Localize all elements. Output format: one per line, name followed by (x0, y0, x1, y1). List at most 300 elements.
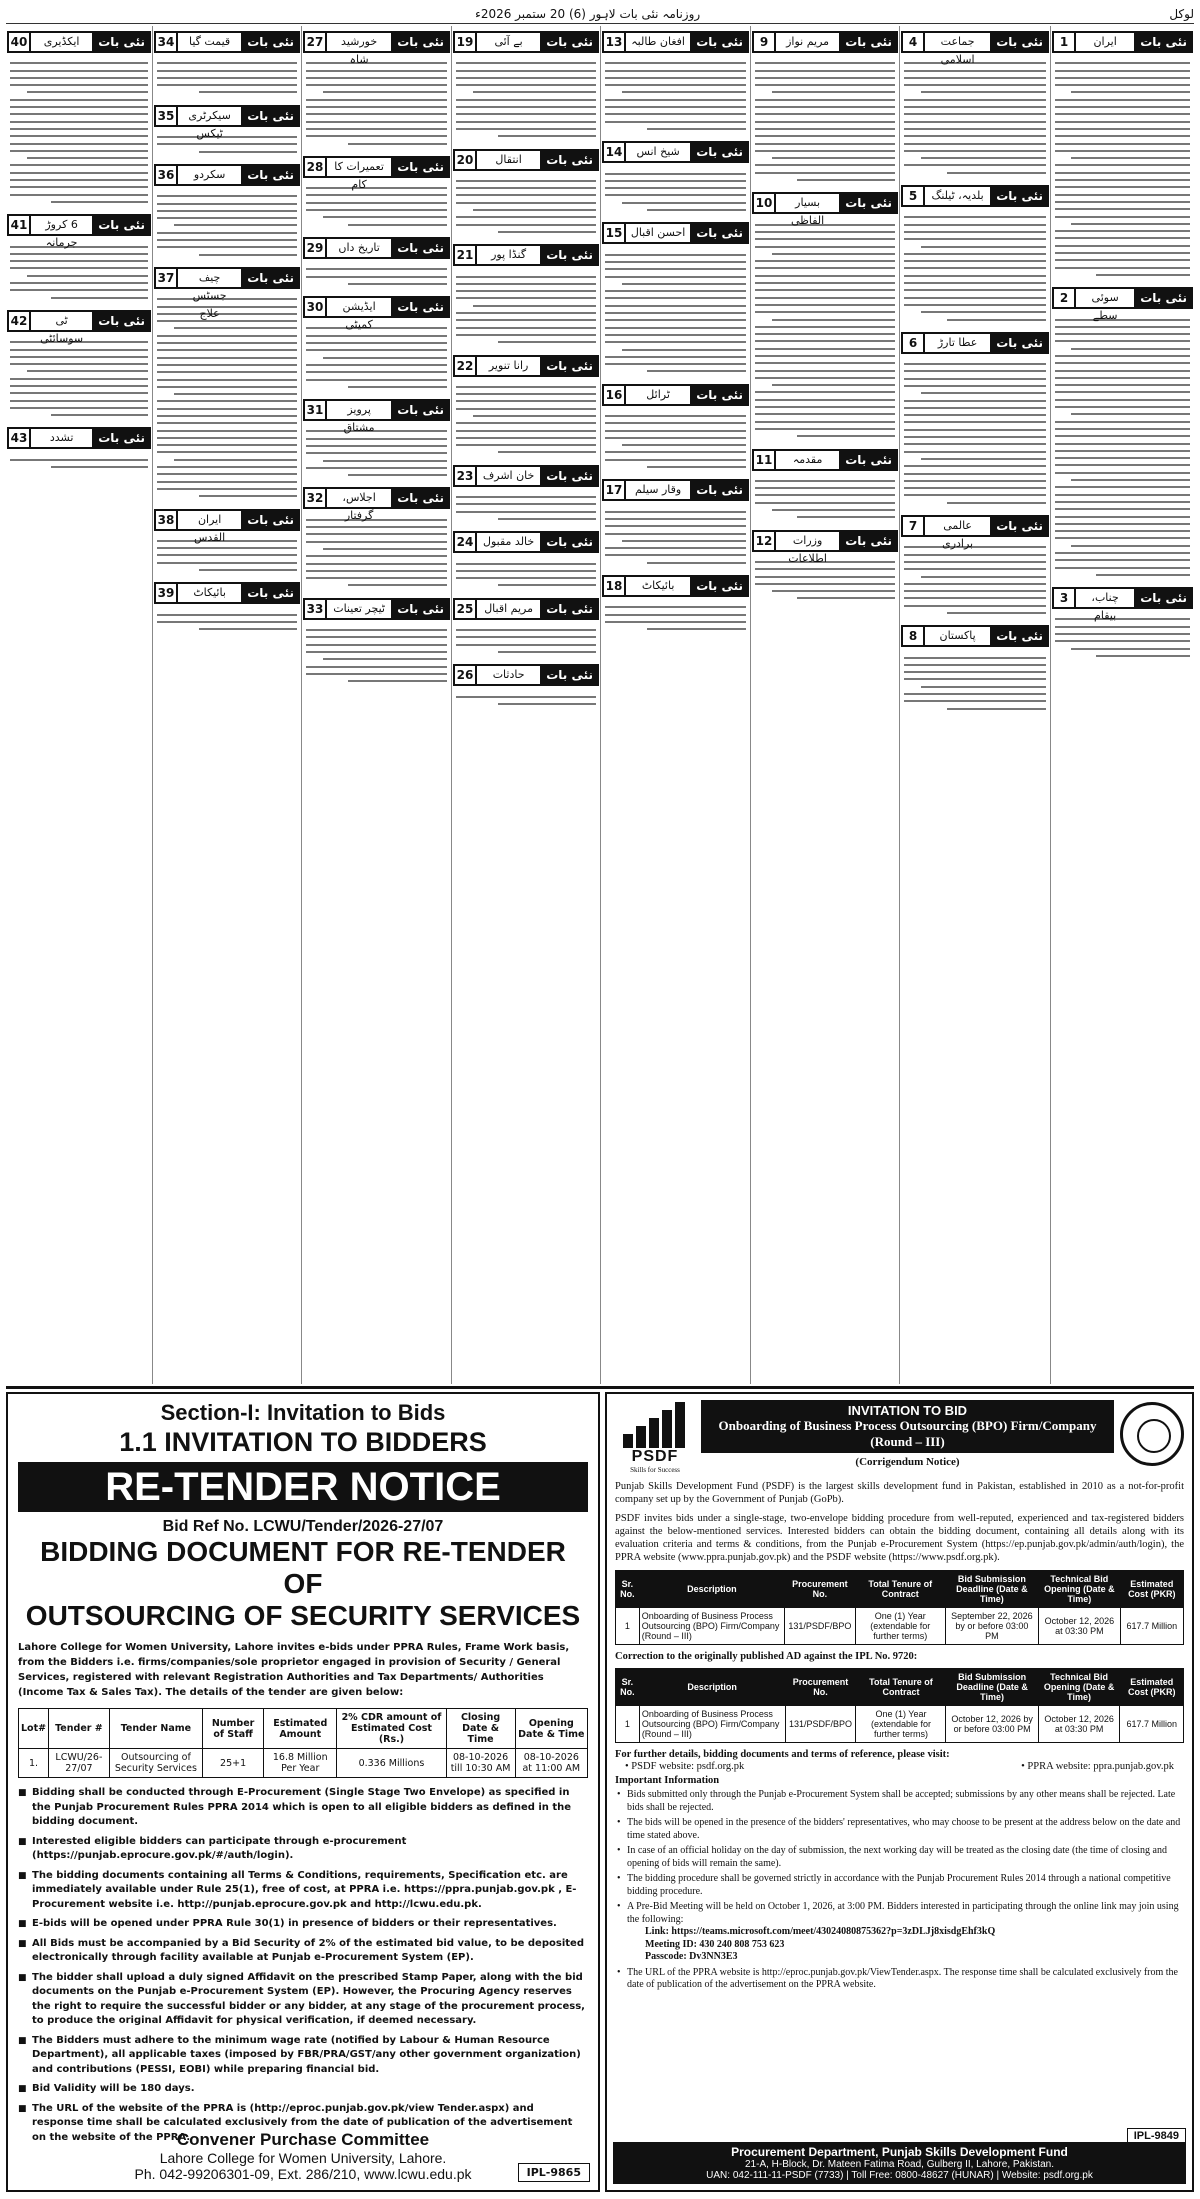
article-number: 23 (453, 465, 477, 487)
news-article (751, 525, 899, 606)
text-line (306, 194, 447, 196)
text-line (1055, 443, 1190, 445)
news-article (601, 217, 750, 378)
psdf-address: 21-A, H-Block, Dr. Mateen Fatima Road, Gulberg II, Lahore, Pakistan. (744, 2159, 1055, 2170)
text-line (456, 386, 596, 388)
lcwu-tender-ad (6, 1392, 600, 2192)
text-line (755, 164, 895, 166)
text-line (306, 342, 447, 344)
text-line (755, 487, 895, 489)
text-line (605, 99, 746, 101)
text-line (473, 209, 596, 211)
text-line (755, 391, 895, 393)
text-line (27, 91, 148, 93)
text-line (498, 135, 596, 137)
text-line (10, 289, 148, 291)
text-line (904, 304, 1046, 306)
masthead (6, 4, 1194, 24)
article-title: مریم اقبال (477, 598, 540, 620)
article-header (752, 192, 898, 228)
article-number: 25 (453, 598, 477, 620)
table-header-cell: Tender Name (109, 1709, 202, 1749)
masthead-date: روزنامہ نئی بات لاہور (6) 20 ستمبر 2026ء (475, 6, 701, 21)
brand-tag: نئی بات (990, 185, 1049, 207)
news-article (153, 504, 301, 578)
text-line (797, 597, 895, 599)
news-article (751, 26, 899, 187)
article-title: احسن اقبال (626, 222, 690, 244)
text-line (797, 435, 895, 437)
text-line (10, 179, 148, 181)
text-line (1055, 516, 1190, 518)
text-line (157, 320, 297, 322)
text-line (10, 128, 148, 130)
text-line (157, 239, 297, 241)
article-title: جماعت اسلامی (925, 31, 990, 53)
text-line (348, 680, 447, 682)
text-line (755, 355, 895, 357)
news-column (750, 26, 899, 1384)
article-header (303, 237, 450, 259)
text-line (1071, 348, 1190, 350)
brand-tag: نئی بات (690, 31, 749, 53)
text-line (755, 428, 895, 430)
text-line (755, 311, 895, 313)
table-cell: One (1) Year (extendable for further terms) (856, 1706, 946, 1743)
text-line (904, 597, 1046, 599)
details-label: For further details, bidding documents and terms of reference, please visit: (615, 1749, 950, 1760)
meeting-id: Meeting ID: 430 240 808 753 623 (645, 1938, 785, 1950)
text-line (456, 400, 596, 402)
condition-item: ■ All Bids must be accompanied by a Bid Security of 2% of the estimated bid value, to be deposited electronically through facility available at Punjab e-Procurement System (EP). (18, 1937, 588, 1966)
table-cell: 1 (616, 1706, 640, 1743)
news-article (6, 26, 152, 209)
text-line (27, 275, 148, 277)
text-line (772, 319, 895, 321)
article-title: ایران القدس (178, 509, 241, 531)
article-number: 28 (303, 156, 327, 178)
text-line (1055, 319, 1190, 321)
text-line (605, 547, 746, 549)
psdf-logo (615, 1400, 695, 1474)
text-line (1055, 399, 1190, 401)
text-line (157, 77, 297, 79)
text-line (323, 216, 447, 218)
text-line (306, 438, 447, 440)
text-line (348, 584, 447, 586)
text-line (904, 678, 1046, 680)
text-line (10, 349, 148, 351)
text-line (456, 84, 596, 86)
article-number: 24 (453, 531, 477, 553)
brand-tag: نئی بات (990, 515, 1049, 537)
article-title: گنڈا پور (477, 244, 540, 266)
article-text (6, 56, 152, 209)
condition-item: ■ The bidder shall upload a duly signed Affidavit on the prescribed Stamp Paper, along with the bid documents on the Punjab e-Procurement System (EP). However, the Procuring Agency reserves the right to require the successful bidder or any bidder, at any stage of the procurement process, to produce the original Affidavit for physical verification, if deemed necessary. (18, 1971, 588, 2029)
text-line (1071, 545, 1190, 547)
table-header-cell: Technical Bid Opening (Date & Time) (1038, 1669, 1120, 1706)
article-number: 43 (7, 427, 31, 449)
text-line (157, 371, 297, 373)
text-line (456, 187, 596, 189)
condition-item: ■ The bidding documents containing all Terms & Conditions, requirements, Specification etc. are immediately available under Rule 25(1), free of cost, at PPRA i.e. https://ppra.punjab.gov.pk , E-Procurement website i.e. http://punjab.eprocure.gov.pk and http://lcwu.edu.pk. (18, 1869, 588, 1913)
text-line (498, 518, 596, 520)
article-text (452, 556, 600, 592)
article-header (752, 530, 898, 565)
article-text (153, 607, 301, 636)
news-article (900, 620, 1050, 716)
text-line (456, 577, 596, 579)
text-line (904, 554, 1046, 556)
news-article (302, 593, 451, 689)
ad-heading-line-2: OUTSOURCING OF SECURITY SERVICES (25, 1600, 581, 1631)
text-line (605, 430, 746, 432)
article-text (302, 56, 451, 151)
text-line (772, 509, 895, 511)
text-line (1055, 406, 1190, 408)
brand-tag: نئی بات (1134, 287, 1193, 309)
text-line (647, 128, 746, 130)
article-header (303, 598, 450, 620)
article-header (303, 31, 450, 66)
text-line (157, 614, 297, 616)
text-line (904, 400, 1046, 402)
text-line (605, 84, 746, 86)
text-line (1055, 333, 1190, 335)
text-line (10, 459, 148, 461)
text-line (755, 62, 895, 64)
psdf-contact: UAN: 042-111-11-PSDF (7733) | Toll Free: 0800-48627 (HUNAR) | Website: psdf.org.pk (706, 2170, 1093, 2181)
text-line (1055, 501, 1190, 503)
text-line (157, 547, 297, 549)
text-line (605, 62, 746, 64)
text-line (921, 458, 1046, 460)
text-line (755, 362, 895, 364)
text-line (323, 658, 447, 660)
text-line (647, 370, 746, 372)
text-line (323, 357, 447, 359)
text-line (921, 91, 1046, 93)
article-text (452, 689, 600, 711)
condition-item: ■ The Bidders must adhere to the minimum wage rate (notified by Labour & Human Resource Department), all applicable taxes (imposed by FBR/PRA/GST/any other government organization) and contributions (PESSI, EOBI) while preparing financial bid. (18, 2034, 588, 2078)
text-line (1096, 274, 1191, 276)
text-line (605, 305, 746, 307)
text-line (904, 238, 1046, 240)
text-line (306, 335, 447, 337)
text-line (797, 179, 895, 181)
article-text (601, 56, 750, 136)
article-text (153, 292, 301, 504)
text-line (306, 371, 447, 373)
text-line (348, 143, 447, 145)
text-line (755, 224, 895, 226)
news-article (452, 239, 600, 349)
text-line (174, 224, 297, 226)
meeting-link[interactable]: Link: https://teams.microsoft.com/meet/43024080875362?p=3zDLJj8xisdgEhf3kQ (645, 1926, 996, 1937)
text-line (306, 128, 447, 130)
table-header-cell: 2% CDR amount of Estimated Cost (Rs.) (337, 1709, 446, 1749)
text-line (904, 216, 1046, 218)
article-title: بائیکاٹ (626, 575, 690, 597)
text-line (456, 99, 596, 101)
text-line (772, 590, 895, 592)
text-line (755, 502, 895, 504)
text-line (605, 334, 746, 336)
text-line (306, 636, 447, 638)
news-article (900, 180, 1050, 327)
ad-heading-line-1: BIDDING DOCUMENT FOR RE-TENDER OF (40, 1536, 566, 1599)
table-header-cell: Number of Staff (203, 1709, 264, 1749)
brand-tag: نئی بات (391, 156, 450, 178)
text-line (1055, 537, 1190, 539)
text-line (605, 290, 746, 292)
text-line (306, 430, 447, 432)
text-line (10, 113, 148, 115)
article-text (452, 380, 600, 460)
condition-item: ■ Interested eligible bidders can participate through e-procurement (https://punjab.eprocure.gov.pk/#/auth/login). (18, 1835, 588, 1864)
text-line (904, 407, 1046, 409)
text-line (323, 91, 447, 93)
text-line (921, 157, 1046, 159)
text-line (605, 106, 746, 108)
text-line (456, 276, 596, 278)
article-title: مریم نواز (776, 31, 839, 53)
text-line (157, 246, 297, 248)
psdf-footer (613, 2142, 1186, 2184)
psdf-website-link[interactable]: • PSDF website: psdf.org.pk (625, 1761, 745, 1772)
article-number: 1 (1052, 31, 1076, 53)
article-text (751, 217, 899, 443)
article-title: ایڈیشن کمیٹی (327, 296, 391, 318)
article-header (7, 427, 151, 449)
text-line (1055, 457, 1190, 459)
text-line (456, 408, 596, 410)
text-line (157, 621, 297, 623)
table-header-cell: Procurement No. (785, 1669, 856, 1706)
text-line (157, 444, 297, 446)
text-line (51, 297, 148, 299)
text-line (174, 459, 297, 461)
article-header (901, 185, 1049, 207)
text-line (1055, 113, 1190, 115)
news-column (1050, 26, 1194, 1384)
brand-tag: نئی بات (391, 598, 450, 620)
text-line (1071, 413, 1190, 415)
news-section (6, 26, 1194, 1384)
table-header-cell: Bid Submission Deadline (Date & Time) (945, 1571, 1038, 1608)
text-line (904, 451, 1046, 453)
brand-tag: نئی بات (839, 530, 898, 552)
text-line (1055, 523, 1190, 525)
article-title: سکردو (178, 164, 241, 186)
article-header (602, 141, 749, 163)
text-line (306, 62, 447, 64)
article-number: 3 (1052, 587, 1076, 609)
text-line (456, 70, 596, 72)
text-line (904, 143, 1046, 145)
text-line (1055, 128, 1190, 130)
brand-tag: نئی بات (391, 399, 450, 421)
text-line (306, 106, 447, 108)
text-line (755, 413, 895, 415)
brand-tag: نئی بات (540, 355, 599, 377)
text-line (157, 379, 297, 381)
text-line (157, 422, 297, 424)
text-line (904, 465, 1046, 467)
table-cell: Outsourcing of Security Services (109, 1749, 202, 1778)
text-line (755, 326, 895, 328)
article-text (6, 335, 152, 423)
text-line (1096, 574, 1191, 576)
text-line (10, 172, 148, 174)
text-line (456, 393, 596, 395)
ad-section-title: Section-I: Invitation to Bids (160, 1400, 446, 1425)
text-line (1055, 391, 1190, 393)
text-line (904, 253, 1046, 255)
ppra-website-link[interactable]: • PPRA website: ppra.punjab.gov.pk (1021, 1761, 1174, 1772)
text-line (306, 70, 447, 72)
meeting-details (615, 1926, 1184, 1964)
text-line (456, 422, 596, 424)
article-number: 8 (901, 625, 925, 647)
text-line (10, 77, 148, 79)
text-line (755, 297, 895, 299)
article-header (303, 399, 450, 435)
text-line (755, 150, 895, 152)
news-article (601, 26, 750, 136)
text-line (157, 430, 297, 432)
text-line (772, 253, 895, 255)
table-header-cell: Technical Bid Opening (Date & Time) (1039, 1571, 1121, 1608)
text-line (456, 334, 596, 336)
text-line (755, 128, 895, 130)
text-line (306, 84, 447, 86)
article-header (901, 31, 1049, 66)
text-line (456, 430, 596, 432)
text-line (904, 473, 1046, 475)
table-header-cell: Procurement No. (784, 1571, 855, 1608)
article-number: 12 (752, 530, 776, 552)
news-article (900, 26, 1050, 180)
table-header-cell: Tender # (49, 1709, 110, 1749)
retender-banner: RE-TENDER NOTICE (18, 1462, 588, 1512)
bid-table-corrected (615, 1668, 1184, 1743)
text-line (904, 224, 1046, 226)
news-article (601, 570, 750, 636)
text-line (605, 268, 746, 270)
correction-label: Correction to the originally published AD against the IPL No. 9720: (615, 1651, 918, 1662)
article-text (900, 56, 1050, 180)
brand-tag: نئی بات (839, 449, 898, 471)
article-title: تاریخ داں (327, 237, 391, 259)
text-line (306, 577, 447, 579)
text-line (157, 364, 297, 366)
article-text (153, 130, 301, 159)
text-line (904, 429, 1046, 431)
text-line (605, 363, 746, 365)
article-header (7, 31, 151, 53)
article-title: سیکرٹری ٹیکس (178, 105, 241, 127)
text-line (904, 590, 1046, 592)
text-line (605, 525, 746, 527)
text-line (1055, 355, 1190, 357)
article-number: 29 (303, 237, 327, 259)
table-cell: 131/PSDF/BPO (785, 1706, 856, 1743)
text-line (605, 518, 746, 520)
text-line (456, 636, 596, 638)
article-title: اجلاس، گرفتار (327, 487, 391, 509)
text-line (947, 502, 1046, 504)
brand-tag: نئی بات (241, 31, 300, 53)
text-line (605, 511, 746, 513)
text-line (456, 563, 596, 565)
text-line (755, 113, 895, 115)
text-line (306, 644, 447, 646)
table-cell: LCWU/26-27/07 (49, 1749, 110, 1778)
text-line (51, 414, 148, 416)
ipl-number: IPL-9849 (1127, 2128, 1186, 2144)
text-line (157, 210, 297, 212)
text-line (605, 606, 746, 608)
text-line (1055, 464, 1190, 466)
text-line (772, 157, 895, 159)
ad-intro: Lahore College for Women University, Lahore invites e-bids under PPRA Rules, Frame Work basis, from the Bidders i.e. firms/companies/sole proprietor engaged in provision of Security / General Services, registered with relevant Registration Authorities and Tax Departments/ Authorities (Income Tax & Sales Tax). The details of the tender are given below: (18, 1642, 570, 1698)
brand-tag: نئی بات (540, 465, 599, 487)
text-line (157, 554, 297, 556)
article-text (302, 623, 451, 689)
text-line (306, 327, 447, 329)
table-header-cell: Total Tenure of Contract (856, 1669, 946, 1706)
text-line (755, 333, 895, 335)
tender-conditions (18, 1786, 588, 2145)
table-header-cell: Estimated Cost (PKR) (1120, 1669, 1184, 1706)
text-line (10, 246, 148, 248)
text-line (904, 546, 1046, 548)
brand-tag: نئی بات (1134, 587, 1193, 609)
text-line (1055, 326, 1190, 328)
brand-tag: نئی بات (990, 332, 1049, 354)
news-column (152, 26, 301, 1384)
article-number: 34 (154, 31, 178, 53)
text-line (157, 70, 297, 72)
text-line (755, 135, 895, 137)
article-header (154, 164, 300, 186)
text-line (947, 612, 1046, 614)
text-line (1055, 201, 1190, 203)
text-line (755, 70, 895, 72)
brand-tag: نئی بات (92, 310, 151, 332)
text-line (456, 629, 596, 631)
text-line (10, 164, 148, 166)
table-cell: 1. (19, 1749, 49, 1778)
text-line (157, 342, 297, 344)
article-title: بے آئی (477, 31, 540, 53)
text-line (1055, 135, 1190, 137)
text-line (157, 313, 297, 315)
article-title: بلدیہ، ٹیلنگ (925, 185, 990, 207)
article-title: انتقال (477, 149, 540, 171)
text-line (1055, 618, 1190, 620)
text-line (1055, 99, 1190, 101)
article-title: پرویز مشتاق (327, 399, 391, 421)
article-number: 14 (602, 141, 626, 163)
text-line (10, 70, 148, 72)
article-header (453, 355, 599, 377)
article-number: 2 (1052, 287, 1076, 309)
text-line (904, 77, 1046, 79)
text-line (199, 569, 297, 571)
text-line (755, 246, 895, 248)
